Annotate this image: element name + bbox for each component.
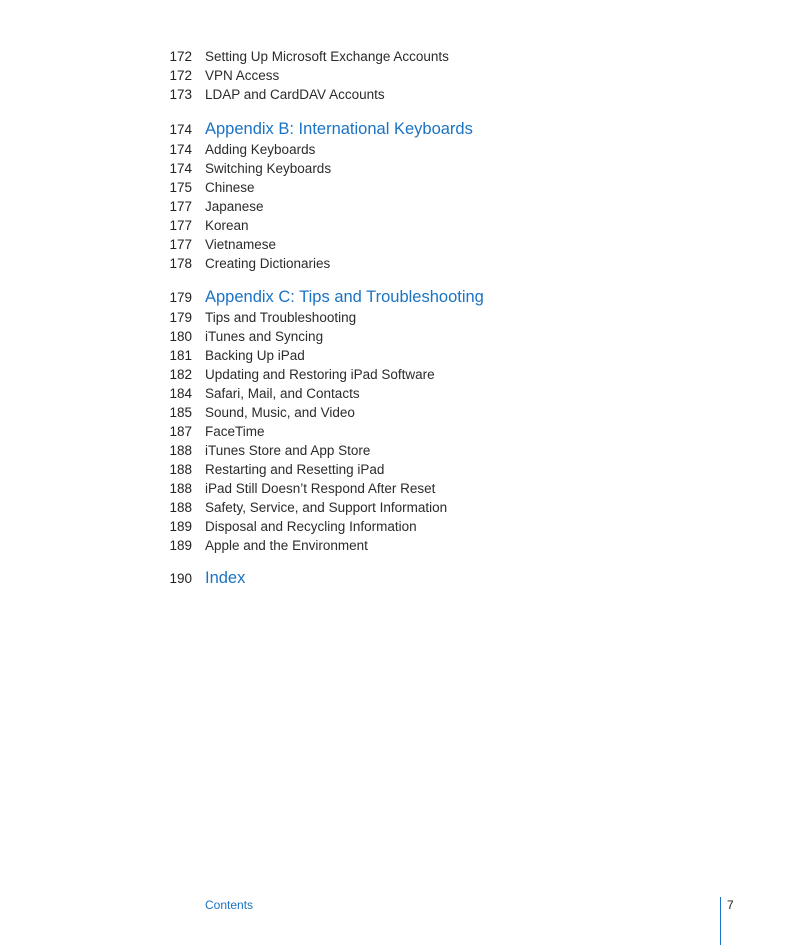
footer-section-label: Contents bbox=[205, 898, 254, 912]
toc-entry[interactable] bbox=[0, 403, 788, 422]
toc-entry-page: 189 bbox=[169, 538, 192, 553]
toc-entry[interactable] bbox=[0, 441, 788, 460]
toc-entry-title: Safety, Service, and Support Information bbox=[205, 500, 448, 515]
toc-heading-title: Index bbox=[205, 569, 246, 587]
toc-entry-title: Apple and the Environment bbox=[205, 538, 368, 553]
toc-entry[interactable] bbox=[0, 159, 788, 178]
toc-entry-page: 179 bbox=[169, 310, 192, 325]
toc-entry-page: 180 bbox=[169, 329, 192, 344]
toc-entry-title: LDAP and CardDAV Accounts bbox=[205, 87, 385, 102]
toc-entry[interactable] bbox=[0, 178, 788, 197]
toc-entry[interactable] bbox=[0, 384, 788, 403]
toc-entry-title: iTunes Store and App Store bbox=[205, 443, 371, 458]
toc-entry-page: 181 bbox=[169, 348, 192, 363]
toc-entry-title: Backing Up iPad bbox=[205, 348, 305, 363]
toc-entry-title: Creating Dictionaries bbox=[205, 256, 331, 271]
toc-entry[interactable] bbox=[0, 308, 788, 327]
toc-section-appendix-c bbox=[0, 286, 788, 555]
toc-entry[interactable] bbox=[0, 254, 788, 273]
toc-entry[interactable] bbox=[0, 47, 788, 66]
toc-entry-page: 188 bbox=[169, 462, 192, 477]
footer-page-number: 7 bbox=[727, 898, 734, 912]
toc-entry-page: 188 bbox=[169, 443, 192, 458]
toc-entry-title: Japanese bbox=[205, 199, 264, 214]
toc-section-appendix-b bbox=[0, 118, 788, 273]
toc-entry-title: Restarting and Resetting iPad bbox=[205, 462, 385, 477]
toc-entry[interactable] bbox=[0, 197, 788, 216]
toc-entry-page: 172 bbox=[169, 49, 192, 64]
toc-entry[interactable] bbox=[0, 460, 788, 479]
toc-entry-title: Tips and Troubleshooting bbox=[205, 310, 357, 325]
toc-entry-page: 173 bbox=[169, 87, 192, 102]
toc-entry[interactable] bbox=[0, 517, 788, 536]
toc-entry-title: Updating and Restoring iPad Software bbox=[205, 367, 435, 382]
toc-entry[interactable] bbox=[0, 422, 788, 441]
toc-entry[interactable] bbox=[0, 327, 788, 346]
toc-entry-page: 177 bbox=[169, 218, 192, 233]
toc-entry[interactable] bbox=[0, 85, 788, 104]
toc-entry-page: 184 bbox=[169, 386, 192, 401]
toc-entry-page: 175 bbox=[169, 180, 192, 195]
toc-entry[interactable] bbox=[0, 140, 788, 159]
toc-entry-title: Safari, Mail, and Contacts bbox=[205, 386, 360, 401]
toc-heading-title: Appendix B: International Keyboards bbox=[205, 120, 473, 138]
toc-entry-page: 177 bbox=[169, 237, 192, 252]
toc-entry[interactable] bbox=[0, 536, 788, 555]
toc-entry-title: Chinese bbox=[205, 180, 255, 195]
toc-heading-page: 179 bbox=[169, 290, 192, 305]
toc-entry-title: FaceTime bbox=[205, 424, 265, 439]
toc-section-index bbox=[0, 567, 788, 589]
toc-entry[interactable] bbox=[0, 66, 788, 85]
toc-entry-title: Vietnamese bbox=[205, 237, 277, 252]
toc-entry-page: 187 bbox=[169, 424, 192, 439]
toc-entry-page: 172 bbox=[169, 68, 192, 83]
toc-entry-page: 174 bbox=[169, 161, 192, 176]
toc-entry-title: Switching Keyboards bbox=[205, 161, 332, 176]
toc-heading-page: 174 bbox=[169, 122, 192, 137]
toc-entry-page: 189 bbox=[169, 519, 192, 534]
toc-entry-title: Sound, Music, and Video bbox=[205, 405, 355, 420]
toc-entry-title: iPad Still Doesn’t Respond After Reset bbox=[205, 481, 436, 496]
toc-heading-title: Appendix C: Tips and Troubleshooting bbox=[205, 288, 484, 306]
toc-entry-title: Disposal and Recycling Information bbox=[205, 519, 417, 534]
toc-entry-page: 177 bbox=[169, 199, 192, 214]
toc-entry[interactable] bbox=[0, 346, 788, 365]
toc-entry-page: 188 bbox=[169, 500, 192, 515]
toc-entry-title: VPN Access bbox=[205, 68, 280, 83]
toc-section-continuation bbox=[0, 47, 788, 104]
footer-divider bbox=[720, 897, 721, 945]
toc-entry[interactable] bbox=[0, 498, 788, 517]
toc-entry[interactable] bbox=[0, 216, 788, 235]
toc-heading-page: 190 bbox=[169, 571, 192, 586]
toc-entry-title: Korean bbox=[205, 218, 249, 233]
toc-entry-page: 188 bbox=[169, 481, 192, 496]
toc-heading-appendix-b[interactable] bbox=[0, 118, 788, 140]
toc-entry-page: 178 bbox=[169, 256, 192, 271]
toc-entry[interactable] bbox=[0, 365, 788, 384]
toc-entry[interactable] bbox=[0, 479, 788, 498]
toc-heading-appendix-c[interactable] bbox=[0, 286, 788, 308]
toc-entry-title: Setting Up Microsoft Exchange Accounts bbox=[205, 49, 449, 64]
toc-entry-page: 185 bbox=[169, 405, 192, 420]
toc-heading-index[interactable] bbox=[0, 567, 788, 589]
toc-entry-title: iTunes and Syncing bbox=[205, 329, 324, 344]
toc-entry-title: Adding Keyboards bbox=[205, 142, 316, 157]
toc-entry-page: 182 bbox=[169, 367, 192, 382]
toc-entry-page: 174 bbox=[169, 142, 192, 157]
toc-entry[interactable] bbox=[0, 235, 788, 254]
